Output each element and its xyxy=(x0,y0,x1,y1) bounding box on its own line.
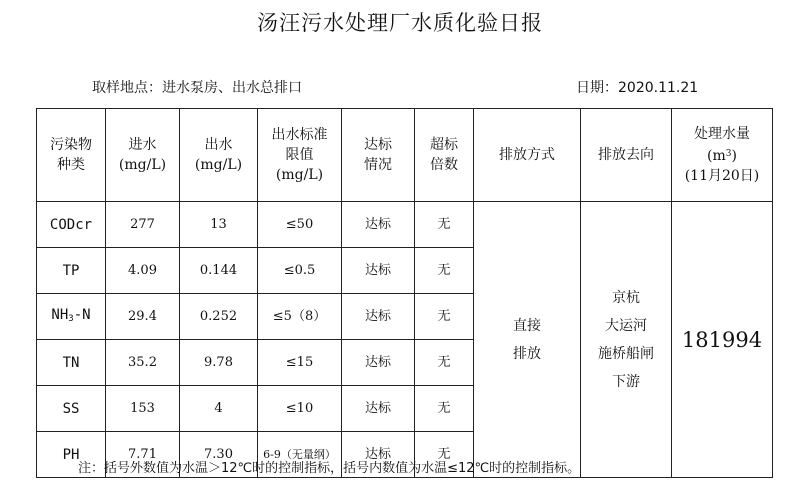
standard-limit: ≤10 xyxy=(258,386,342,432)
outflow-value: 0.144 xyxy=(180,248,258,294)
status-value: 达标 xyxy=(342,386,415,432)
header-standard-line1: 出水标准 xyxy=(271,127,328,143)
inflow-value: 7.71 xyxy=(106,432,180,478)
discharge-method xyxy=(474,202,581,478)
pollutant-name-suffix: -N xyxy=(73,306,91,323)
discharge-method-line1: 直接 xyxy=(513,317,541,334)
status-value: 达标 xyxy=(342,202,415,248)
header-outflow-line2: (mg/L) xyxy=(194,157,243,173)
treated-volume: 181994 xyxy=(672,202,773,478)
pollutant-name: CODcr xyxy=(37,202,106,248)
status-value: 达标 xyxy=(342,432,415,478)
outflow-value: 4 xyxy=(180,386,258,432)
inflow-value: 35.2 xyxy=(106,340,180,386)
exceed-value: 无 xyxy=(415,340,474,386)
inflow-value: 277 xyxy=(106,202,180,248)
discharge-destination xyxy=(581,202,672,478)
header-pollutant xyxy=(37,109,106,202)
discharge-destination-line3: 施桥船闸 xyxy=(598,345,654,362)
report-title: 汤汪污水处理厂水质化验日报 xyxy=(257,11,543,35)
pollutant-name xyxy=(37,294,106,340)
standard-limit: ≤0.5 xyxy=(258,248,342,294)
discharge-destination-line4: 下游 xyxy=(612,373,640,390)
header-volume-line3: (11月20日) xyxy=(684,168,760,184)
standard-limit: 6-9（无量纲） xyxy=(258,432,342,478)
header-inflow-line2: (mg/L) xyxy=(118,157,167,173)
outflow-value: 13 xyxy=(180,202,258,248)
header-discharge-destination: 排放去向 xyxy=(581,109,672,202)
discharge-destination-line2: 大运河 xyxy=(605,317,647,334)
status-value: 达标 xyxy=(342,294,415,340)
report-date: 日期：2020.11.21 xyxy=(576,80,699,96)
header-outflow xyxy=(180,109,258,202)
pollutant-name: TN xyxy=(37,340,106,386)
standard-limit: ≤5（8） xyxy=(258,294,342,340)
header-standard-line3: (mg/L) xyxy=(275,167,324,183)
sampling-location: 取样地点：进水泵房、出水总排口 xyxy=(92,80,302,96)
inflow-value: 29.4 xyxy=(106,294,180,340)
header-exceed-line2: 倍数 xyxy=(430,157,458,173)
exceed-value: 无 xyxy=(415,386,474,432)
header-status xyxy=(342,109,415,202)
standard-limit: ≤50 xyxy=(258,202,342,248)
outflow-value: 7.30 xyxy=(180,432,258,478)
exceed-value: 无 xyxy=(415,202,474,248)
outflow-value: 0.252 xyxy=(180,294,258,340)
header-status-line1: 达标 xyxy=(364,137,392,153)
exceed-value: 无 xyxy=(415,248,474,294)
header-status-line2: 情况 xyxy=(364,157,392,173)
header-volume xyxy=(672,109,773,202)
inflow-value: 4.09 xyxy=(106,248,180,294)
header-exceed-line1: 超标 xyxy=(430,137,458,153)
water-quality-table xyxy=(36,108,773,478)
header-volume-unit-suffix: ) xyxy=(731,148,737,164)
header-volume-line2 xyxy=(672,144,772,166)
discharge-destination-line1: 京杭 xyxy=(612,289,640,306)
status-value: 达标 xyxy=(342,248,415,294)
standard-limit: ≤15 xyxy=(258,340,342,386)
table-header-row xyxy=(37,109,773,202)
header-inflow xyxy=(106,109,180,202)
pollutant-name-sub: 3 xyxy=(68,313,74,324)
header-volume-line1: 处理水量 xyxy=(694,126,750,142)
header-inflow-line1: 进水 xyxy=(128,137,157,153)
footnote: 注：括号外数值为水温＞12℃时的控制指标，括号内数值为水温≤12℃时的控制指标。 xyxy=(78,461,581,476)
exceed-value: 无 xyxy=(415,432,474,478)
header-exceed xyxy=(415,109,474,202)
exceed-value: 无 xyxy=(415,294,474,340)
status-value: 达标 xyxy=(342,340,415,386)
header-pollutant-line2: 种类 xyxy=(57,157,85,173)
header-volume-unit-prefix: (m xyxy=(707,148,726,164)
header-pollutant-line1: 污染物 xyxy=(50,137,92,153)
inflow-value: 153 xyxy=(106,386,180,432)
header-standard xyxy=(258,109,342,202)
outflow-value: 9.78 xyxy=(180,340,258,386)
header-discharge-method: 排放方式 xyxy=(474,109,581,202)
pollutant-name: TP xyxy=(37,248,106,294)
discharge-method-line2: 排放 xyxy=(513,345,541,362)
pollutant-name-prefix: NH xyxy=(51,306,69,323)
header-standard-line2: 限值 xyxy=(285,147,314,163)
header-volume-unit-sup: 3 xyxy=(725,149,732,159)
table-row xyxy=(37,202,773,248)
header-outflow-line1: 出水 xyxy=(204,137,233,153)
pollutant-name: PH xyxy=(37,432,106,478)
pollutant-name: SS xyxy=(37,386,106,432)
